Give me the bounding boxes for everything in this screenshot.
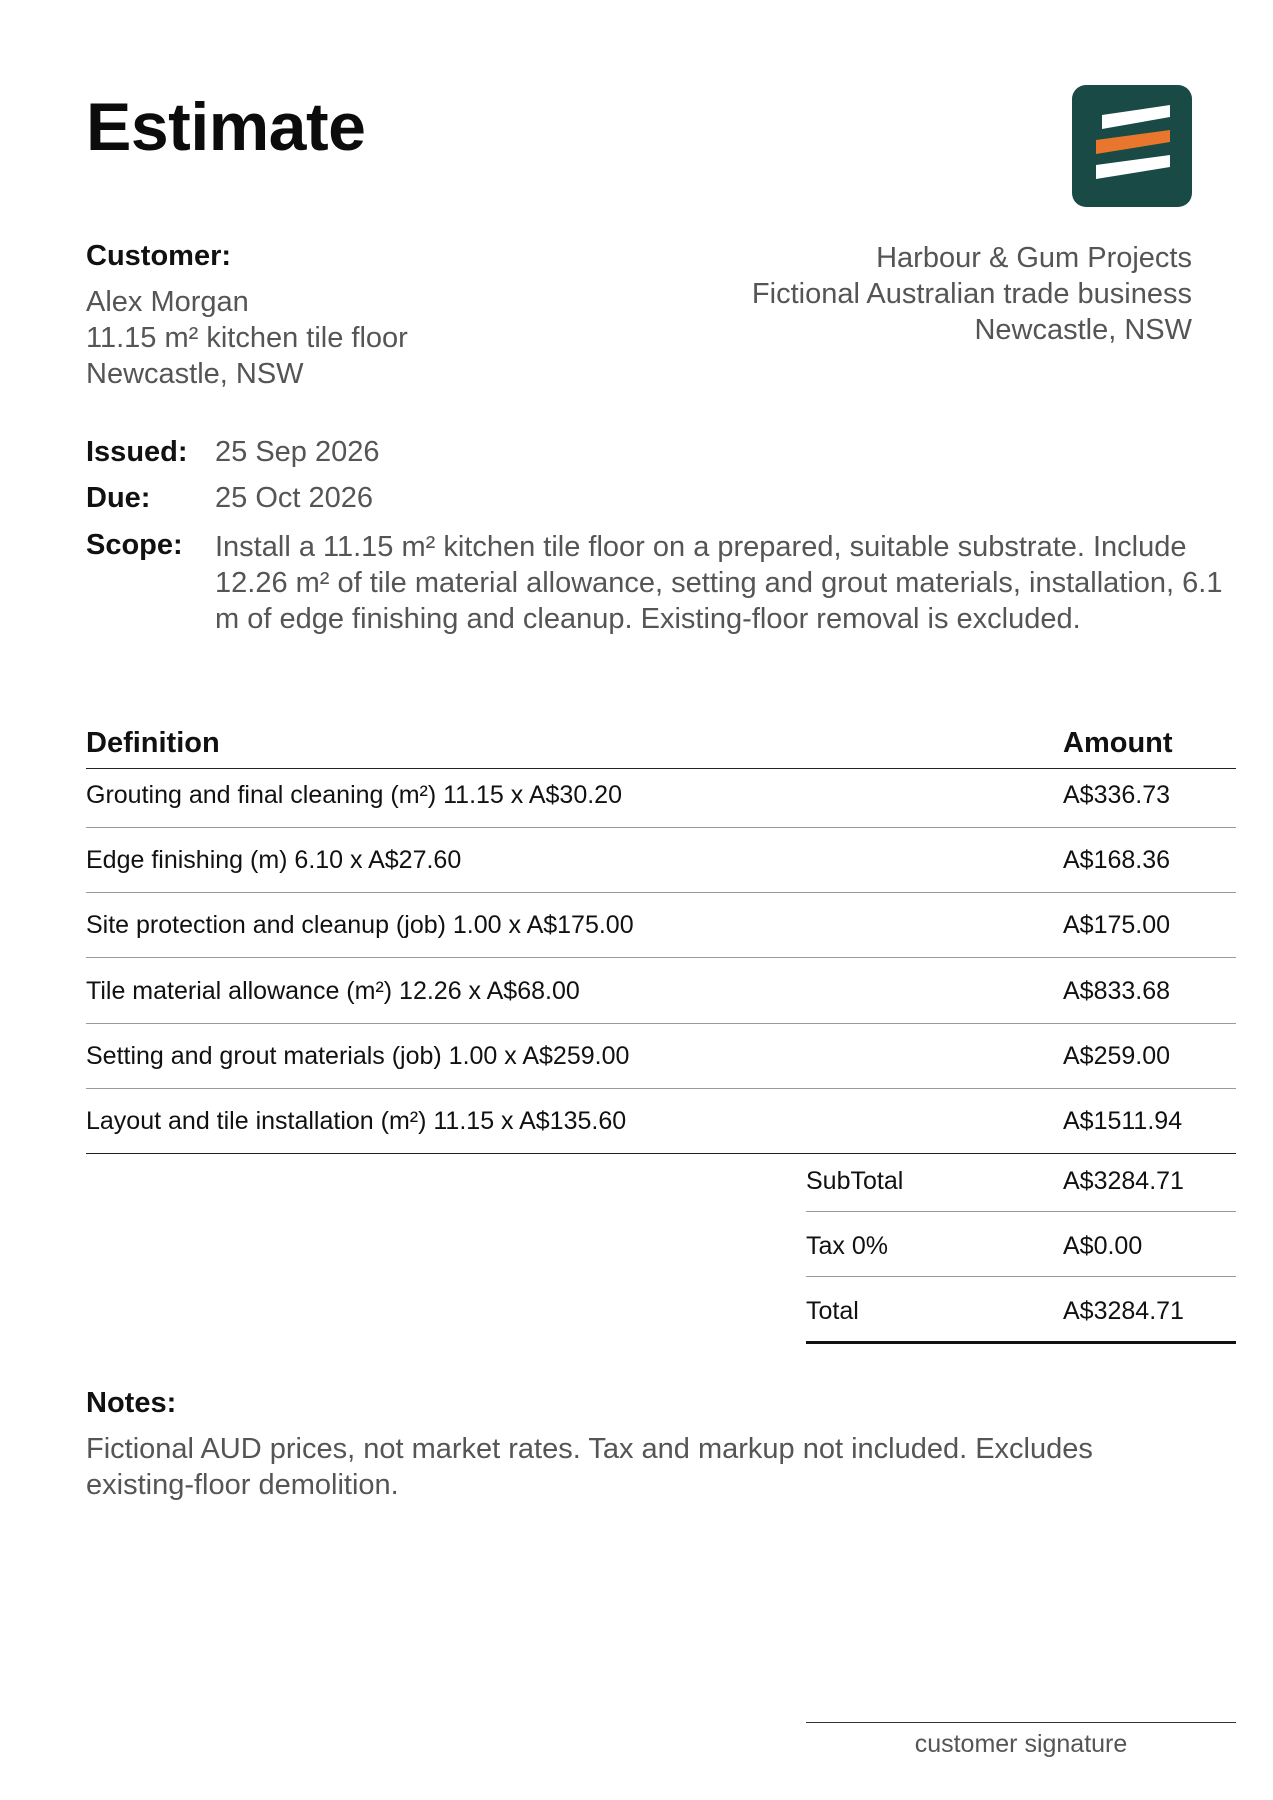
tax-label: Tax 0% xyxy=(806,1232,888,1260)
signature-line xyxy=(806,1722,1236,1723)
line-item-definition: Edge finishing (m) 6.10 x A$27.60 xyxy=(86,846,462,875)
line-item-amount: A$175.00 xyxy=(1063,911,1171,940)
col-definition-header: Definition xyxy=(86,727,220,759)
notes-text: Fictional AUD prices, not market rates. Tax and markup not included. Excludes existing-floor demolition. xyxy=(86,1433,1093,1501)
line-item-definition: Setting and grout materials (job) 1.00 x A$259.00 xyxy=(86,1041,630,1070)
row-divider xyxy=(86,827,1236,828)
customer-block xyxy=(86,284,408,392)
col-amount-header: Amount xyxy=(1063,727,1173,759)
business-name: Harbour & Gum Projects xyxy=(876,242,1192,274)
line-item-definition: Site protection and cleanup (job) 1.00 x A$175.00 xyxy=(86,911,634,940)
issued-label: Issued: xyxy=(86,436,188,468)
customer-name: Alex Morgan xyxy=(86,286,249,318)
row-divider xyxy=(86,957,1236,958)
page-title: Estimate xyxy=(86,89,366,165)
line-item-amount: A$1511.94 xyxy=(1063,1107,1183,1135)
due-label: Due: xyxy=(86,482,151,514)
tax-value: A$0.00 xyxy=(1063,1232,1143,1260)
due-date: 25 Oct 2026 xyxy=(215,482,373,514)
business-block xyxy=(752,240,1192,348)
line-item-amount: A$336.73 xyxy=(1063,781,1171,809)
table-bottom-rule xyxy=(86,1153,1236,1154)
total-value: A$3284.71 xyxy=(1063,1297,1184,1325)
customer-label: Customer: xyxy=(86,240,232,272)
notes-label: Notes: xyxy=(86,1387,177,1419)
line-item-definition: Layout and tile installation (m²) 11.15 x A$135.60 xyxy=(86,1107,627,1135)
signature-label: customer signature xyxy=(914,1730,1128,1758)
subtotal-rule xyxy=(806,1211,1236,1212)
row-divider xyxy=(86,892,1236,893)
row-divider xyxy=(86,1023,1236,1024)
customer-location: Newcastle, NSW xyxy=(86,358,304,390)
line-item-definition: Grouting and final cleaning (m²) 11.15 x A$30.20 xyxy=(86,781,622,809)
total-label: Total xyxy=(806,1297,859,1325)
line-item-amount: A$833.68 xyxy=(1063,976,1171,1005)
line-item-amount: A$168.36 xyxy=(1063,846,1171,875)
row-divider xyxy=(86,1088,1236,1089)
issued-date: 25 Sep 2026 xyxy=(215,436,380,468)
business-location: Newcastle, NSW xyxy=(974,314,1192,346)
table-header-rule xyxy=(86,768,1236,769)
scope-label: Scope: xyxy=(86,529,183,561)
business-tagline: Fictional Australian trade business xyxy=(751,278,1192,310)
logo-icon xyxy=(1072,85,1192,207)
line-item-amount: A$259.00 xyxy=(1063,1041,1171,1070)
customer-project: 11.15 m² kitchen tile floor xyxy=(86,322,408,354)
subtotal-label: SubTotal xyxy=(806,1167,904,1195)
tax-rule xyxy=(806,1276,1236,1277)
line-item-definition: Tile material allowance (m²) 12.26 x A$68.00 xyxy=(86,976,580,1005)
scope-text: Install a 11.15 m² kitchen tile floor on a prepared, suitable substrate. Include 12.26 m² of tile material allowance, setting and grout materials, installation, 6.1 m of edge finishing and cleanup. Existing-floor removal is excluded. xyxy=(215,531,1223,635)
subtotal-value: A$3284.71 xyxy=(1063,1167,1184,1195)
total-rule xyxy=(806,1341,1236,1344)
